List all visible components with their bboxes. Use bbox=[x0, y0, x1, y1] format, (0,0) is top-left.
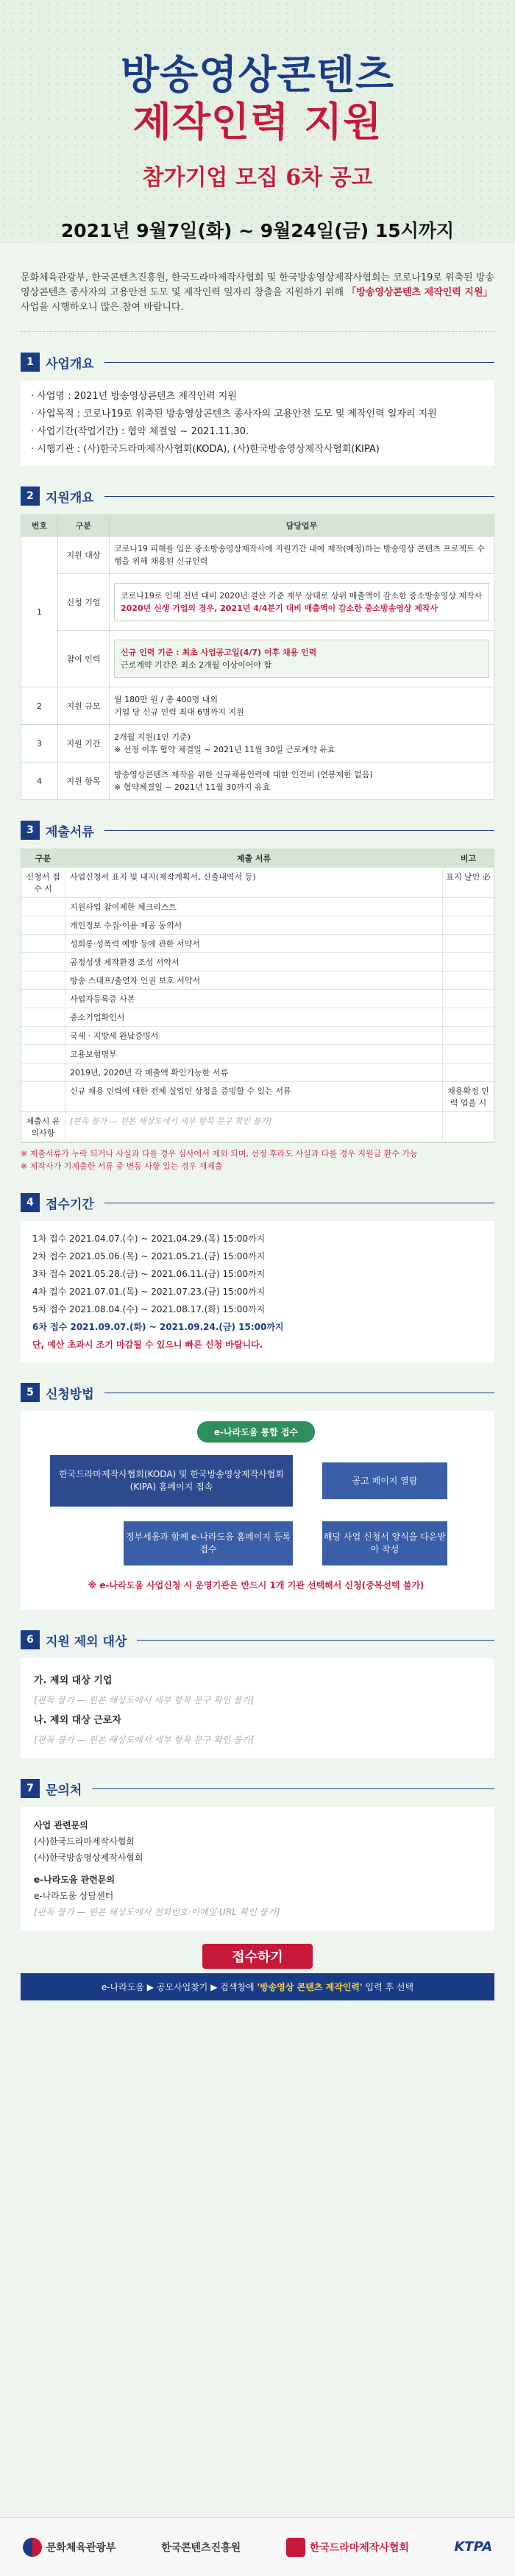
worker-box bbox=[114, 640, 489, 678]
doc-item: 개인정보 수집·이용 제공 동의서 bbox=[70, 921, 182, 930]
row-category: 참여 인력 bbox=[58, 631, 110, 687]
section-number: 2 bbox=[21, 486, 40, 506]
section-title: 지원개요 bbox=[46, 490, 94, 506]
table-row bbox=[21, 687, 494, 725]
section-period bbox=[21, 1192, 494, 1362]
row-extra: 기업 당 신규 인력 최대 6명까지 지원 bbox=[114, 707, 244, 717]
section-number: 7 bbox=[21, 1779, 40, 1798]
section-header bbox=[21, 819, 494, 841]
worker-emph: 근로계약 기간은 최소 2개월 이상이어야 함 bbox=[121, 660, 272, 670]
logo-kipa bbox=[454, 2539, 492, 2555]
row-extra: ※ 협약체결일 ~ 2021년 11월 30까지 유효 bbox=[114, 782, 271, 792]
round-item: 3차 접수 2021.05.28.(금) ~ 2021.06.11.(금) 15:00까지 bbox=[32, 1269, 266, 1279]
doc-item: 국세 · 지방세 완납증명서 bbox=[70, 1031, 159, 1041]
exclusions-heading-a: 가. 제외 대상 기업 bbox=[34, 1675, 113, 1686]
logo-koda bbox=[286, 2538, 409, 2557]
row-category: 지원 항목 bbox=[58, 762, 110, 800]
section-title: 제출서류 bbox=[46, 824, 94, 840]
logo-koda-text: 한국드라마제작사협회 bbox=[309, 2541, 409, 2554]
method-flow bbox=[21, 1411, 494, 1610]
row-category: 지원 기간 bbox=[58, 725, 110, 762]
worker-text: 신규 인력 기준 : 최초 사업공고일(4/7) 이후 채용 인력 bbox=[121, 648, 317, 657]
col-header: 번호 bbox=[21, 515, 58, 537]
logo-kipa-text: KTPA bbox=[454, 2539, 493, 2555]
doc-note: 표지 날인 必 bbox=[442, 868, 494, 897]
section-title: 문의처 bbox=[46, 1783, 82, 1798]
section-header bbox=[21, 351, 494, 373]
col-header: 제출 서류 bbox=[236, 854, 271, 863]
logo-mcst-text: 문화체육관광부 bbox=[46, 2541, 116, 2554]
row-content-cell bbox=[110, 687, 494, 725]
doc-caution-illegible: [판독 불가 — 원본 해상도에서 세부 항목 문구 확인 불가] bbox=[70, 1117, 272, 1126]
apply-path-pre: e-나라도움 ▶ 공모사업찾기 ▶ 검색창에 bbox=[101, 1982, 255, 1992]
section-header bbox=[21, 1381, 494, 1404]
flow-note: ※ e-나라도움 사업신청 시 운영기관은 반드시 1개 기관 선택해서 신청(중복선택 불가) bbox=[88, 1580, 425, 1590]
round-current: 6차 접수 2021.09.07.(화) ~ 2021.09.24.(금) 15:00까지 bbox=[32, 1322, 284, 1332]
row-content-cell bbox=[110, 574, 494, 631]
flow-step-notice: 공고 페이지 열람 bbox=[322, 1462, 447, 1499]
apply-path-keyword: '방송영상 콘텐츠 제작인력' bbox=[257, 1982, 363, 1992]
table-row bbox=[21, 898, 494, 916]
round-item: 2차 접수 2021.05.06.(목) ~ 2021.05.21.(금) 15:00까지 bbox=[32, 1251, 266, 1262]
logo-mcst bbox=[23, 2538, 116, 2557]
table-row bbox=[21, 868, 494, 898]
round-item: 5차 접수 2021.08.04.(수) ~ 2021.08.17.(화) 15:00까지 bbox=[32, 1304, 266, 1314]
col-header: 구분 bbox=[58, 515, 110, 537]
table-row bbox=[21, 537, 494, 574]
table-row bbox=[21, 631, 494, 687]
contact-body bbox=[21, 1807, 494, 1931]
documents-table bbox=[21, 849, 494, 1143]
documents-header bbox=[21, 849, 494, 868]
table-row bbox=[21, 1082, 494, 1112]
documents-warning-2: ※ 제작사가 기제출한 서류 중 변동 사항 있는 경우 재제출 bbox=[21, 1161, 223, 1171]
period: 2021년 9월7일(화) ~ 9월24일(금) 15시까지 bbox=[60, 220, 455, 241]
support-table bbox=[21, 514, 494, 800]
list-item: · 사업목적 : 코로나19로 위축된 방송영상콘텐츠 종사자의 고용안전 도모 및 제작인력 일자리 지원 bbox=[31, 406, 484, 423]
title-line-2: 제작인력 지원 bbox=[132, 99, 383, 145]
table-row bbox=[21, 935, 494, 953]
row-content: 2개월 지원(1인 기준) bbox=[114, 732, 191, 742]
section-number: 5 bbox=[21, 1383, 40, 1402]
apply-path bbox=[21, 1973, 494, 2000]
row-category: 신청 기업 bbox=[58, 574, 110, 631]
table-row bbox=[21, 574, 494, 631]
section-header bbox=[21, 1777, 494, 1800]
rounds-list bbox=[21, 1221, 494, 1362]
doc-item: 성희롱·성폭력 예방 등에 관한 서약서 bbox=[70, 939, 200, 949]
section-title: 신청방법 bbox=[46, 1387, 94, 1402]
hero-banner bbox=[0, 0, 515, 243]
row-number: 1 bbox=[21, 537, 58, 687]
section-divider bbox=[137, 1640, 494, 1641]
row-content-cell bbox=[110, 631, 494, 687]
row-extra: ※ 선정 이후 협약 체결일 ~ 2021년 11월 30일 근로계약 유효 bbox=[114, 745, 335, 754]
round-note: 단, 예산 초과시 조기 마감될 수 있으니 빠른 신청 바랍니다. bbox=[32, 1340, 263, 1350]
doc-note: 채용확정 인력 업을 시 bbox=[442, 1082, 494, 1111]
flow-step-register: 정부세움과 함께 e-나라도움 홈페이지 등록 접수 bbox=[124, 1521, 293, 1565]
apply-button[interactable]: 접수하기 bbox=[202, 1944, 313, 1969]
table-row bbox=[21, 1027, 494, 1045]
intro-highlight: 「방송영상콘텐츠 제작인력 지원」 bbox=[347, 287, 493, 298]
table-row bbox=[21, 762, 494, 800]
overview-list bbox=[21, 381, 494, 466]
doc-item: 신규 채용 인력에 대한 전체 실업인 상청을 증빙할 수 있는 서류 bbox=[70, 1086, 291, 1096]
section-number: 6 bbox=[21, 1630, 40, 1649]
table-row bbox=[21, 1008, 494, 1027]
table-row bbox=[21, 972, 494, 990]
section-header bbox=[21, 1629, 494, 1651]
intro-tail: 사업을 시행하오니 많은 참여 바랍니다. bbox=[21, 302, 184, 313]
section-header bbox=[21, 1192, 494, 1214]
exclusions-body bbox=[21, 1658, 494, 1758]
col-header: 구분 bbox=[21, 849, 65, 867]
doc-item: 방송 스태프/출연자 인권 보호 서약서 bbox=[70, 976, 201, 986]
row-number: 2 bbox=[21, 687, 58, 725]
table-row bbox=[21, 1112, 494, 1142]
list-item: · 사업기간(작업기간) : 협약 체결일 ~ 2021.11.30. bbox=[31, 423, 484, 441]
section-contact bbox=[21, 1777, 494, 1931]
table-row bbox=[21, 1064, 494, 1082]
eligibility-box bbox=[114, 583, 489, 621]
section-divider bbox=[104, 362, 494, 363]
doc-item: 사업자등록증 사본 bbox=[70, 994, 135, 1004]
contact-enara: e-나라도움 상담센터 bbox=[34, 1891, 114, 1901]
apply-path-post: 입력 후 선택 bbox=[365, 1982, 414, 1992]
table-row bbox=[21, 990, 494, 1008]
logo-kocca-text: 한국콘텐츠진흥원 bbox=[160, 2541, 241, 2554]
intro-paragraph bbox=[21, 258, 494, 332]
flow-step-site: 한국드라마제작사협회(KODA) 및 한국방송영상제작사협회(KIPA) 홈페이지 접속 bbox=[50, 1455, 293, 1507]
section-support-overview bbox=[21, 485, 494, 800]
doc-category: 신청서 접수 시 bbox=[21, 868, 65, 897]
title-line-1: 방송영상콘텐츠 bbox=[120, 52, 395, 98]
doc-item: 사업신청서 표지 및 내지(제작계획서, 신출내역서 등) bbox=[70, 872, 256, 882]
eligibility-emph: 2020년 신생 기업의 경우, 2021년 4/4분기 대비 매출액이 감소한 중소방송영상 제작사 bbox=[121, 604, 438, 613]
contact-details-illegible: [판독 불가 — 원본 해상도에서 전화번호·이메일·URL 확인 불가] bbox=[34, 1907, 280, 1917]
col-header: 비고 bbox=[442, 849, 494, 867]
subtitle: 참가기업 모집 6차 공고 bbox=[142, 165, 373, 191]
exclusions-heading-b: 나. 제외 대상 근로자 bbox=[34, 1715, 121, 1726]
contact-heading-biz: 사업 관련문의 bbox=[34, 1820, 88, 1830]
list-item: · 시행기관 : (사)한국드라마제작사협회(KODA), (사)한국방송영상제작사협회(KIPA) bbox=[31, 441, 484, 459]
section-number: 1 bbox=[21, 353, 40, 372]
contact-koda: (사)한국드라마제작사협회 bbox=[34, 1836, 135, 1847]
col-header: 담당업무 bbox=[110, 515, 494, 537]
row-number: 4 bbox=[21, 762, 58, 800]
section-title: 지원 제외 대상 bbox=[46, 1634, 127, 1649]
row-content-cell bbox=[110, 725, 494, 762]
documents-warning: ※ 제출서류가 누락 되거나 사실과 다를 경우 심사에서 제외 되며, 선정 후라도 사실과 다를 경우 지원금 환수 가능 bbox=[21, 1149, 418, 1158]
koda-icon bbox=[286, 2538, 305, 2557]
section-title: 접수기간 bbox=[46, 1197, 94, 1212]
section-divider bbox=[92, 1788, 494, 1789]
doc-item: 지원사업 참여제한 체크리스트 bbox=[70, 902, 177, 912]
table-row bbox=[21, 953, 494, 972]
table-row bbox=[21, 1045, 494, 1064]
footer-logos bbox=[0, 2517, 515, 2576]
flow-step-download: 해당 사업 신청서 양식을 다운받아 작성 bbox=[322, 1521, 447, 1565]
logo-kocca bbox=[161, 2540, 241, 2555]
row-content: 월 180만 원 / 총 400명 내외 bbox=[114, 695, 219, 704]
section-number: 4 bbox=[21, 1193, 40, 1212]
exclusions-items-b: [판독 불가 — 원본 해상도에서 세부 항목 문구 확인 불가] bbox=[34, 1735, 255, 1745]
taegeuk-icon bbox=[23, 2538, 42, 2557]
doc-item: 2019년, 2020년 각 매출액 확인가능한 서류 bbox=[70, 1068, 229, 1078]
row-content: 코로나19 피해를 입은 중소방송영상제작사에 지원기간 내에 제작(예정)하는 방송영상 콘텐츠 프로젝트 수행을 위해 채용된 신규인력 bbox=[110, 537, 494, 574]
doc-category: 제출시 유의사항 bbox=[21, 1112, 65, 1142]
round-item: 4차 접수 2021.07.01.(목) ~ 2021.07.23.(금) 15:00까지 bbox=[32, 1287, 266, 1297]
section-header bbox=[21, 485, 494, 507]
row-content: 방송영상콘텐츠 제작을 위한 신규채용인력에 대한 인건비 (연봉제한 없음) bbox=[114, 770, 373, 779]
section-exclusions bbox=[21, 1629, 494, 1758]
table-row bbox=[21, 916, 494, 935]
contact-kipa: (사)한국방송영상제작사협회 bbox=[34, 1853, 143, 1863]
section-divider bbox=[104, 830, 494, 831]
section-documents bbox=[21, 819, 494, 1172]
flow-pill: e-나라도움 통합 접수 bbox=[197, 1421, 315, 1443]
table-row bbox=[21, 725, 494, 762]
row-number: 3 bbox=[21, 725, 58, 762]
exclusions-items-a: [판독 불가 — 원본 해상도에서 세부 항목 문구 확인 불가] bbox=[34, 1695, 255, 1705]
doc-item: 중소기업확인서 bbox=[70, 1013, 125, 1022]
doc-item: 공정성생 제작환경 조성 서약서 bbox=[70, 958, 180, 967]
section-number: 3 bbox=[21, 821, 40, 840]
row-category: 지원 대상 bbox=[58, 537, 110, 574]
section-overview bbox=[21, 351, 494, 466]
round-item: 1차 접수 2021.04.07.(수) ~ 2021.04.29.(목) 15:00까지 bbox=[32, 1234, 266, 1244]
row-content-cell bbox=[110, 762, 494, 800]
list-item: · 사업명 : 2021년 방송영상콘텐츠 제작인력 지원 bbox=[31, 388, 484, 406]
section-method bbox=[21, 1381, 494, 1610]
intro-text: 문화체육관광부, 한국콘텐츠진흥원, 한국드라마제작사협회 및 한국방송영상제작사협회는 코로나19로 위축된 방송영상콘텐츠 종사자의 고용안전 도모 및 제작인력 일자리 창출을 지원하기 위해 bbox=[21, 272, 494, 298]
doc-item: 고용보험명부 bbox=[70, 1050, 117, 1059]
eligibility-text: 코로나19로 인해 전년 대비 2020년 결산 기준 재무 상태로 상위 매출액이 감소한 중소방송영상 제작사 bbox=[121, 591, 483, 601]
contact-heading-enara: e-나라도움 관련문의 bbox=[34, 1875, 116, 1885]
section-divider bbox=[104, 496, 494, 497]
row-category: 지원 규모 bbox=[58, 687, 110, 725]
section-title: 사업개요 bbox=[46, 356, 94, 372]
